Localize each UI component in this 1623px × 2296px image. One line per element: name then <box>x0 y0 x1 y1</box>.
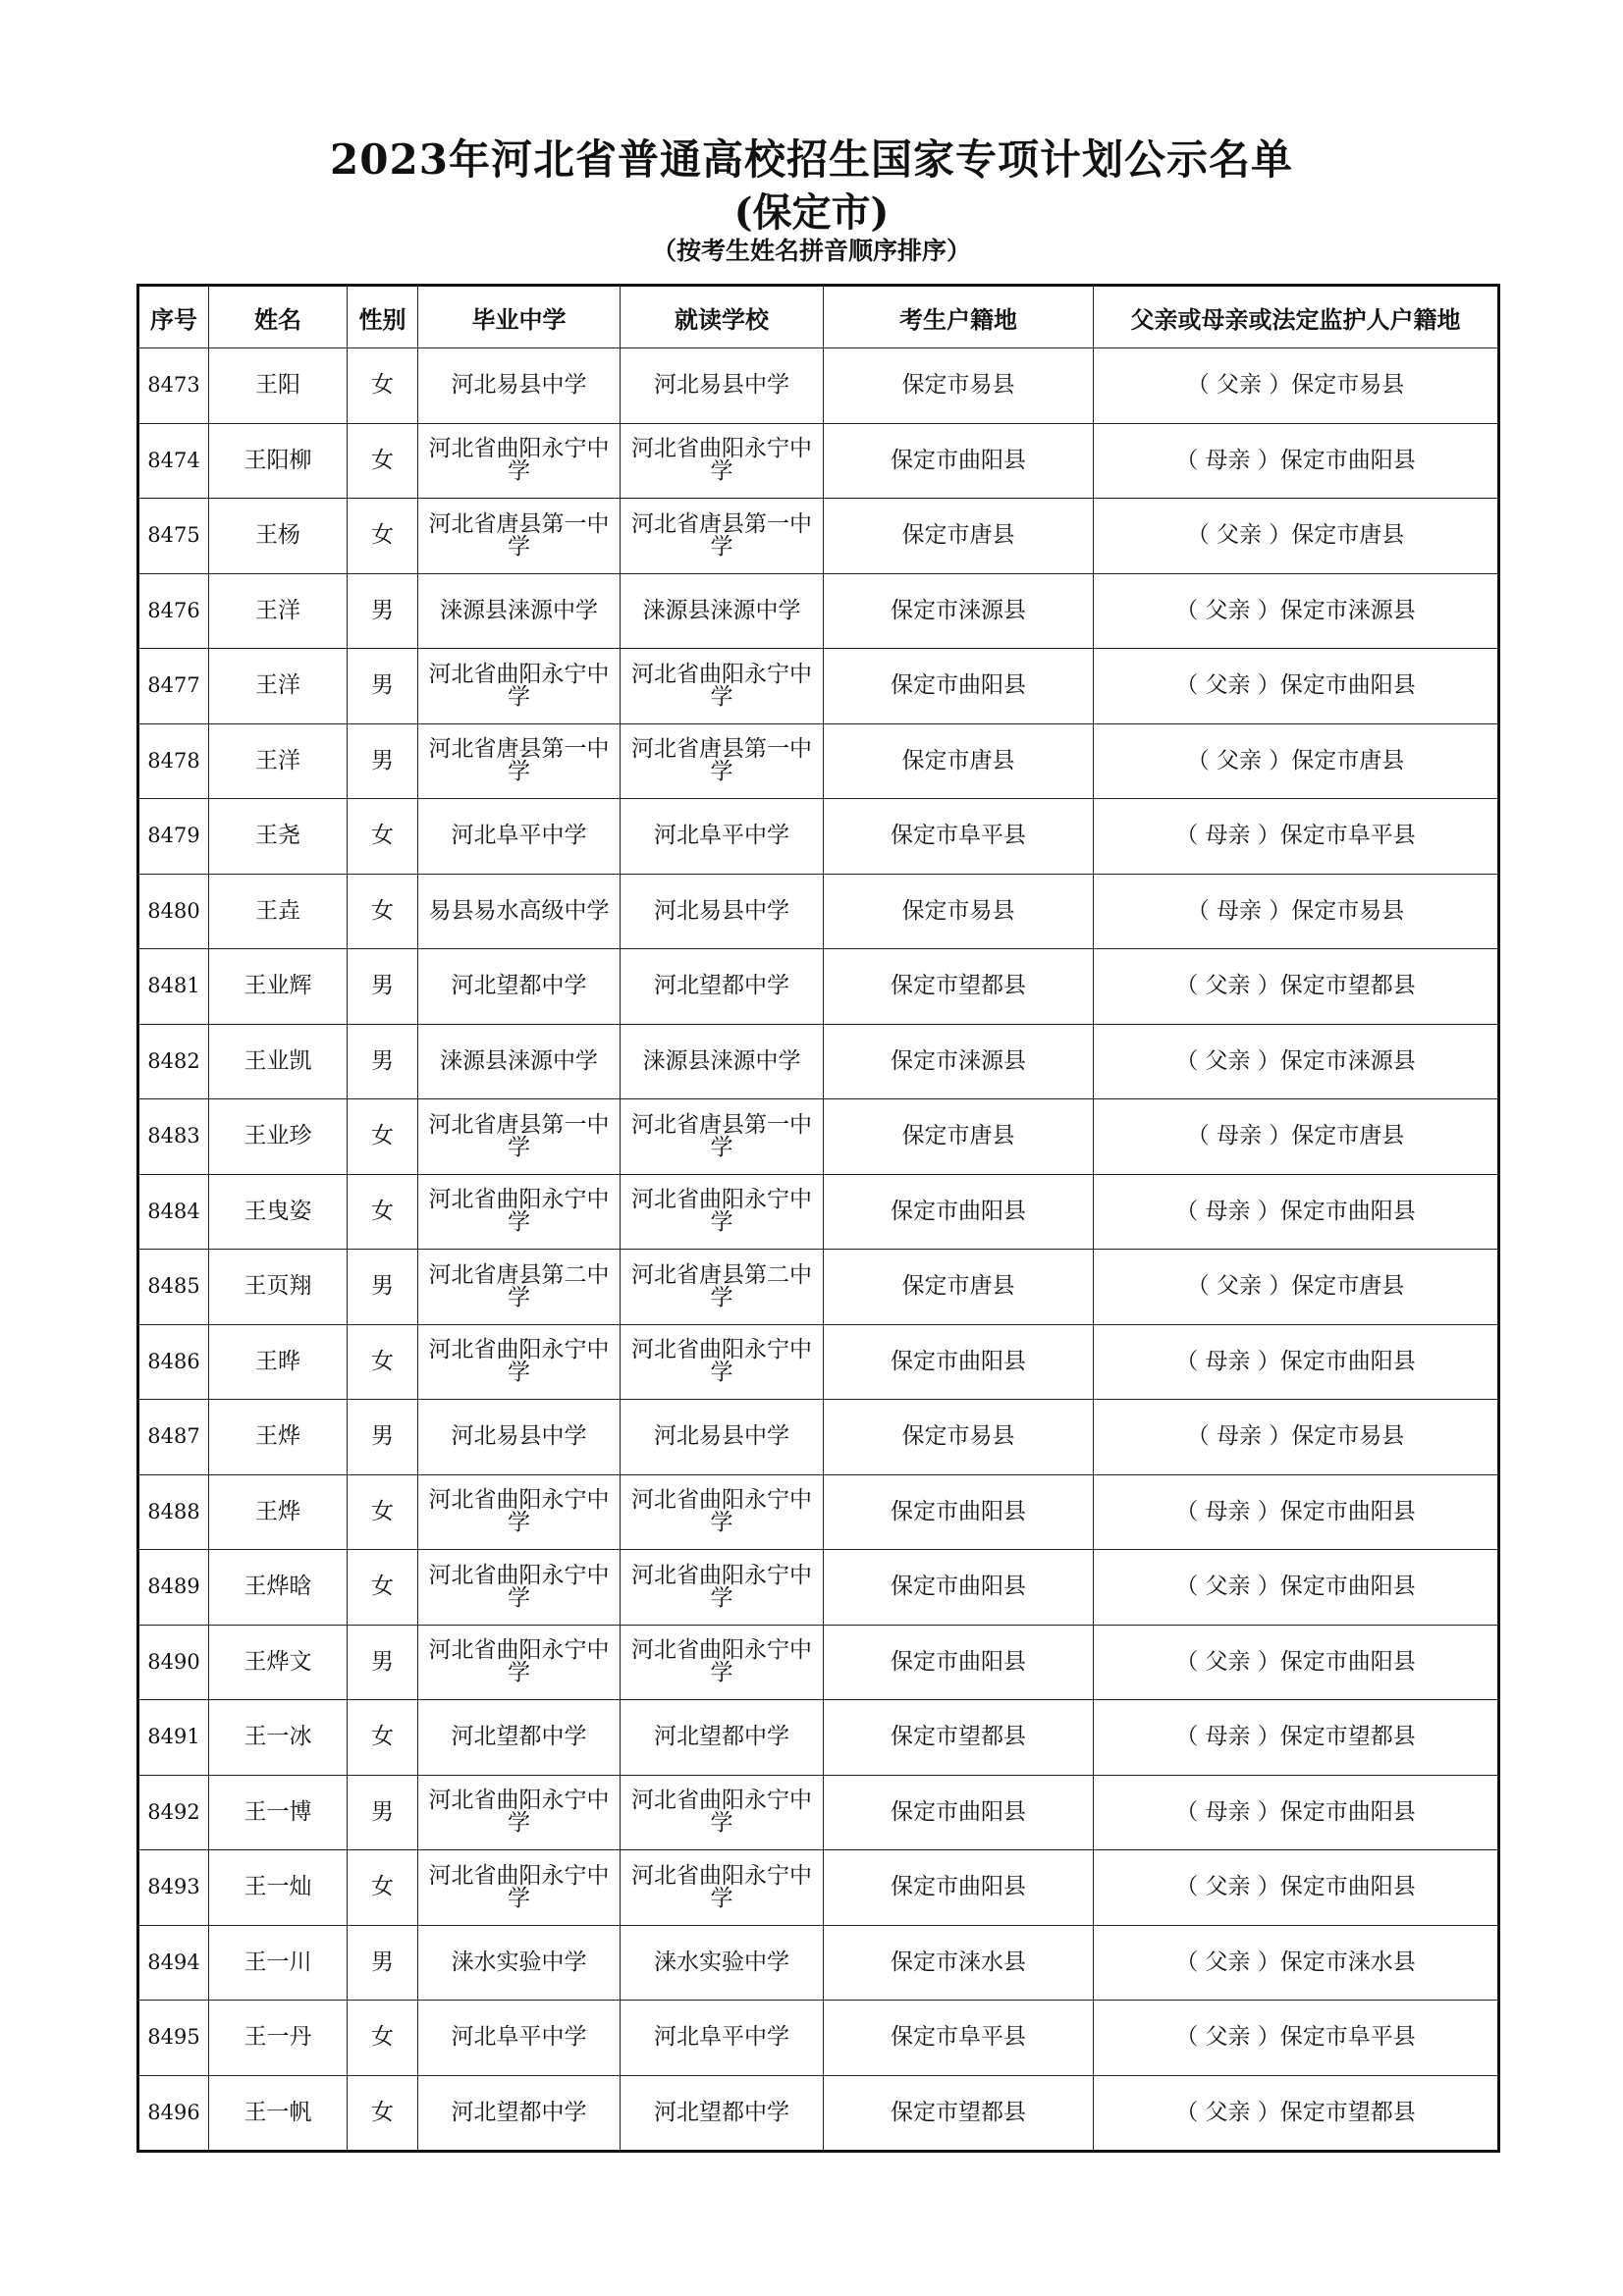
cell-gender: 女 <box>348 2075 418 2152</box>
cell-student-domicile: 保定市唐县 <box>824 1250 1094 1325</box>
table-row <box>138 1700 1499 1776</box>
cell-student-domicile: 保定市曲阳县 <box>824 1625 1094 1700</box>
cell-guardian-domicile: （ 父亲 ）保定市望都县 <box>1094 2075 1499 2152</box>
cell-name: 王洋 <box>209 723 348 799</box>
cell-gender: 女 <box>348 1850 418 1926</box>
cell-grad-school <box>418 723 621 799</box>
cell-current-school <box>621 1400 824 1475</box>
school-name-text: 河北省唐县第一中学 <box>631 736 812 785</box>
table-row <box>138 723 1499 799</box>
header-seq: 序号 <box>138 286 209 348</box>
cell-name: 王阳柳 <box>209 423 348 499</box>
school-name-text: 河北省唐县第一中学 <box>428 736 610 785</box>
cell-name: 王业凯 <box>209 1024 348 1099</box>
school-name-text: 河北望都中学 <box>654 1724 789 1750</box>
table-row <box>138 949 1499 1025</box>
table-row <box>138 1174 1499 1250</box>
table-row <box>138 1400 1499 1475</box>
cell-gender: 男 <box>348 1625 418 1700</box>
cell-guardian-domicile: （ 父亲 ）保定市唐县 <box>1094 723 1499 799</box>
cell-grad-school <box>418 423 621 499</box>
cell-guardian-domicile: （ 父亲 ）保定市曲阳县 <box>1094 1625 1499 1700</box>
cell-guardian-domicile: （ 母亲 ）保定市曲阳县 <box>1094 1775 1499 1850</box>
school-name-text: 河北省曲阳永宁中学 <box>631 436 812 485</box>
cell-current-school <box>621 1925 824 2001</box>
school-name-text: 河北省曲阳永宁中学 <box>631 1337 812 1386</box>
header-row <box>138 286 1499 348</box>
cell-guardian-domicile: （ 父亲 ）保定市阜平县 <box>1094 2001 1499 2076</box>
cell-guardian-domicile: （ 父亲 ）保定市唐县 <box>1094 1250 1499 1325</box>
cell-gender: 女 <box>348 1700 418 1776</box>
cell-grad-school <box>418 1700 621 1776</box>
school-name-text: 河北易县中学 <box>451 1423 587 1450</box>
cell-student-domicile: 保定市望都县 <box>824 1700 1094 1776</box>
school-name-text: 涞源县涞源中学 <box>440 1047 598 1074</box>
cell-name: 王一灿 <box>209 1850 348 1926</box>
school-name-text: 河北望都中学 <box>654 2099 789 2125</box>
cell-guardian-domicile: （ 父亲 ）保定市曲阳县 <box>1094 1850 1499 1926</box>
cell-guardian-domicile: （ 父亲 ）保定市望都县 <box>1094 949 1499 1025</box>
school-name-text: 河北易县中学 <box>451 372 587 399</box>
cell-guardian-domicile: （ 母亲 ）保定市曲阳县 <box>1094 1174 1499 1250</box>
cell-name: 王一博 <box>209 1775 348 1850</box>
school-name-text: 涞水实验中学 <box>451 1949 587 1975</box>
cell-grad-school <box>418 1850 621 1926</box>
cell-seq: 8490 <box>138 1625 209 1700</box>
header-current-school: 就读学校 <box>621 286 824 348</box>
cell-seq: 8474 <box>138 423 209 499</box>
table-row <box>138 1625 1499 1700</box>
school-name-text: 河北省曲阳永宁中学 <box>631 1637 812 1686</box>
table-body <box>138 348 1499 2152</box>
cell-student-domicile: 保定市望都县 <box>824 949 1094 1025</box>
cell-name: 王晔 <box>209 1324 348 1400</box>
sort-note: （按考生姓名拼音顺序排序） <box>651 237 971 265</box>
cell-name: 王一冰 <box>209 1700 348 1776</box>
cell-guardian-domicile: （ 母亲 ）保定市曲阳县 <box>1094 423 1499 499</box>
cell-current-school <box>621 1099 824 1175</box>
cell-guardian-domicile: （ 母亲 ）保定市易县 <box>1094 874 1499 949</box>
cell-gender: 女 <box>348 348 418 424</box>
cell-name: 王烨 <box>209 1474 348 1550</box>
table-row <box>138 649 1499 724</box>
cell-current-school <box>621 1700 824 1776</box>
cell-current-school <box>621 1550 824 1626</box>
cell-name: 王业珍 <box>209 1099 348 1175</box>
table-row <box>138 1250 1499 1325</box>
table-row <box>138 1324 1499 1400</box>
cell-grad-school <box>418 799 621 875</box>
school-name-text: 河北望都中学 <box>451 973 587 999</box>
table-row <box>138 1925 1499 2001</box>
school-name-text: 河北易县中学 <box>654 372 789 399</box>
cell-gender: 女 <box>348 499 418 574</box>
cell-student-domicile: 保定市曲阳县 <box>824 1550 1094 1626</box>
cell-gender: 女 <box>348 1099 418 1175</box>
school-name-text: 河北易县中学 <box>654 1423 789 1450</box>
school-name-text: 河北省曲阳永宁中学 <box>631 1562 812 1611</box>
school-name-text: 河北省曲阳永宁中学 <box>428 1562 610 1611</box>
header-name: 姓名 <box>209 286 348 348</box>
cell-current-school <box>621 949 824 1025</box>
school-name-text: 河北省曲阳永宁中学 <box>428 661 610 710</box>
cell-name: 王烨 <box>209 1400 348 1475</box>
cell-student-domicile: 保定市易县 <box>824 1400 1094 1475</box>
table-row <box>138 1099 1499 1175</box>
school-name-text: 河北省唐县第一中学 <box>428 1111 610 1160</box>
school-name-text: 河北阜平中学 <box>654 2024 789 2051</box>
cell-grad-school <box>418 1474 621 1550</box>
cell-student-domicile: 保定市唐县 <box>824 499 1094 574</box>
cell-gender: 女 <box>348 423 418 499</box>
cell-seq: 8495 <box>138 2001 209 2076</box>
table-row <box>138 573 1499 649</box>
document-subtitle: (保定市) <box>733 189 890 236</box>
cell-guardian-domicile: （ 母亲 ）保定市曲阳县 <box>1094 1324 1499 1400</box>
cell-current-school <box>621 1324 824 1400</box>
table-row <box>138 1474 1499 1550</box>
cell-gender: 女 <box>348 1324 418 1400</box>
cell-name: 王页翔 <box>209 1250 348 1325</box>
cell-current-school <box>621 1174 824 1250</box>
cell-grad-school <box>418 1024 621 1099</box>
school-name-text: 河北省唐县第二中学 <box>428 1261 610 1310</box>
school-name-text: 河北省曲阳永宁中学 <box>428 1337 610 1386</box>
cell-current-school <box>621 573 824 649</box>
cell-grad-school <box>418 2075 621 2152</box>
table-row <box>138 1850 1499 1926</box>
cell-seq: 8486 <box>138 1324 209 1400</box>
school-name-text: 河北省唐县第一中学 <box>428 510 610 560</box>
cell-student-domicile: 保定市易县 <box>824 348 1094 424</box>
school-name-text: 易县易水高级中学 <box>428 897 610 924</box>
school-name-text: 河北省曲阳永宁中学 <box>631 1862 812 1911</box>
cell-guardian-domicile: （ 母亲 ）保定市阜平县 <box>1094 799 1499 875</box>
school-name-text: 河北省曲阳永宁中学 <box>631 1788 812 1837</box>
cell-current-school <box>621 499 824 574</box>
cell-gender: 男 <box>348 649 418 724</box>
school-name-text: 涞源县涞源中学 <box>440 597 598 623</box>
school-name-text: 河北省唐县第一中学 <box>631 1111 812 1160</box>
cell-name: 王垚 <box>209 874 348 949</box>
cell-student-domicile: 保定市曲阳县 <box>824 1474 1094 1550</box>
school-name-text: 涞水实验中学 <box>654 1949 789 1975</box>
cell-grad-school <box>418 949 621 1025</box>
cell-seq: 8494 <box>138 1925 209 2001</box>
cell-current-school <box>621 799 824 875</box>
cell-grad-school <box>418 1400 621 1475</box>
cell-seq: 8476 <box>138 573 209 649</box>
school-name-text: 河北省曲阳永宁中学 <box>428 1637 610 1686</box>
table-row <box>138 348 1499 424</box>
school-name-text: 河北省曲阳永宁中学 <box>428 1187 610 1236</box>
cell-grad-school <box>418 1775 621 1850</box>
cell-student-domicile: 保定市曲阳县 <box>824 1174 1094 1250</box>
cell-current-school <box>621 1625 824 1700</box>
cell-seq: 8496 <box>138 2075 209 2152</box>
cell-student-domicile: 保定市曲阳县 <box>824 1850 1094 1926</box>
cell-current-school <box>621 2001 824 2076</box>
cell-grad-school <box>418 573 621 649</box>
table-row <box>138 499 1499 574</box>
cell-student-domicile: 保定市涞源县 <box>824 1024 1094 1099</box>
cell-grad-school <box>418 1324 621 1400</box>
cell-gender: 女 <box>348 2001 418 2076</box>
cell-seq: 8477 <box>138 649 209 724</box>
cell-grad-school <box>418 348 621 424</box>
cell-gender: 男 <box>348 1925 418 2001</box>
cell-guardian-domicile: （ 父亲 ）保定市涞源县 <box>1094 1024 1499 1099</box>
cell-current-school <box>621 649 824 724</box>
cell-current-school <box>621 1775 824 1850</box>
school-name-text: 河北省曲阳永宁中学 <box>428 436 610 485</box>
school-name-text: 河北省曲阳永宁中学 <box>428 1862 610 1911</box>
school-name-text: 河北阜平中学 <box>654 823 789 849</box>
school-name-text: 涞源县涞源中学 <box>642 597 801 623</box>
cell-gender: 男 <box>348 1250 418 1325</box>
cell-name: 王一川 <box>209 1925 348 2001</box>
cell-seq: 8484 <box>138 1174 209 1250</box>
cell-student-domicile: 保定市涞源县 <box>824 573 1094 649</box>
cell-current-school <box>621 1250 824 1325</box>
school-name-text: 河北望都中学 <box>451 2099 587 2125</box>
school-name-text: 河北省曲阳永宁中学 <box>631 661 812 710</box>
cell-student-domicile: 保定市阜平县 <box>824 2001 1094 2076</box>
cell-guardian-domicile: （ 母亲 ）保定市易县 <box>1094 1400 1499 1475</box>
cell-gender: 男 <box>348 949 418 1025</box>
cell-guardian-domicile: （ 父亲 ）保定市曲阳县 <box>1094 649 1499 724</box>
cell-current-school <box>621 1474 824 1550</box>
cell-gender: 男 <box>348 723 418 799</box>
cell-guardian-domicile: （ 父亲 ）保定市唐县 <box>1094 499 1499 574</box>
school-name-text: 河北省曲阳永宁中学 <box>631 1187 812 1236</box>
cell-name: 王业辉 <box>209 949 348 1025</box>
cell-current-school <box>621 348 824 424</box>
cell-name: 王曳姿 <box>209 1174 348 1250</box>
school-name-text: 河北省曲阳永宁中学 <box>428 1788 610 1837</box>
cell-gender: 女 <box>348 1550 418 1626</box>
table-row <box>138 2075 1499 2152</box>
cell-name: 王阳 <box>209 348 348 424</box>
cell-seq: 8489 <box>138 1550 209 1626</box>
cell-grad-school <box>418 1625 621 1700</box>
cell-student-domicile: 保定市望都县 <box>824 2075 1094 2152</box>
table-row <box>138 2001 1499 2076</box>
header-grad-school: 毕业中学 <box>418 286 621 348</box>
table-row <box>138 1550 1499 1626</box>
cell-name: 王杨 <box>209 499 348 574</box>
cell-grad-school <box>418 1550 621 1626</box>
cell-seq: 8482 <box>138 1024 209 1099</box>
cell-seq: 8491 <box>138 1700 209 1776</box>
school-name-text: 河北望都中学 <box>451 1724 587 1750</box>
cell-guardian-domicile: （ 母亲 ）保定市望都县 <box>1094 1700 1499 1776</box>
cell-name: 王烨晗 <box>209 1550 348 1626</box>
cell-gender: 女 <box>348 874 418 949</box>
header-guardian-domicile: 父亲或母亲或法定监护人户籍地 <box>1094 286 1499 348</box>
cell-gender: 女 <box>348 799 418 875</box>
cell-student-domicile: 保定市曲阳县 <box>824 423 1094 499</box>
cell-name: 王洋 <box>209 573 348 649</box>
school-name-text: 河北省曲阳永宁中学 <box>631 1487 812 1536</box>
school-name-text: 河北省曲阳永宁中学 <box>428 1487 610 1536</box>
cell-grad-school <box>418 1925 621 2001</box>
roster-table <box>136 284 1500 2153</box>
cell-student-domicile: 保定市曲阳县 <box>824 1324 1094 1400</box>
cell-gender: 男 <box>348 1775 418 1850</box>
cell-seq: 8492 <box>138 1775 209 1850</box>
cell-seq: 8479 <box>138 799 209 875</box>
cell-seq: 8478 <box>138 723 209 799</box>
cell-grad-school <box>418 1099 621 1175</box>
cell-name: 王一帆 <box>209 2075 348 2152</box>
school-name-text: 河北省唐县第一中学 <box>631 510 812 560</box>
cell-grad-school <box>418 649 621 724</box>
cell-seq: 8493 <box>138 1850 209 1926</box>
cell-grad-school <box>418 1250 621 1325</box>
cell-name: 王尧 <box>209 799 348 875</box>
cell-student-domicile: 保定市涞水县 <box>824 1925 1094 2001</box>
cell-student-domicile: 保定市曲阳县 <box>824 649 1094 724</box>
cell-student-domicile: 保定市唐县 <box>824 1099 1094 1175</box>
cell-student-domicile: 保定市唐县 <box>824 723 1094 799</box>
cell-seq: 8483 <box>138 1099 209 1175</box>
cell-grad-school <box>418 1174 621 1250</box>
cell-current-school <box>621 723 824 799</box>
cell-grad-school <box>418 499 621 574</box>
cell-guardian-domicile: （ 父亲 ）保定市涞水县 <box>1094 1925 1499 2001</box>
cell-seq: 8485 <box>138 1250 209 1325</box>
cell-name: 王一丹 <box>209 2001 348 2076</box>
cell-student-domicile: 保定市曲阳县 <box>824 1775 1094 1850</box>
cell-name: 王洋 <box>209 649 348 724</box>
table-row <box>138 1024 1499 1099</box>
cell-current-school <box>621 874 824 949</box>
cell-grad-school <box>418 874 621 949</box>
table-header <box>138 286 1499 348</box>
cell-seq: 8488 <box>138 1474 209 1550</box>
cell-guardian-domicile: （ 父亲 ）保定市曲阳县 <box>1094 1550 1499 1626</box>
cell-current-school <box>621 2075 824 2152</box>
cell-grad-school <box>418 2001 621 2076</box>
cell-gender: 女 <box>348 1174 418 1250</box>
cell-guardian-domicile: （ 父亲 ）保定市涞源县 <box>1094 573 1499 649</box>
cell-seq: 8481 <box>138 949 209 1025</box>
cell-gender: 男 <box>348 1400 418 1475</box>
cell-seq: 8480 <box>138 874 209 949</box>
cell-guardian-domicile: （ 母亲 ）保定市唐县 <box>1094 1099 1499 1175</box>
cell-current-school <box>621 423 824 499</box>
table-row <box>138 799 1499 875</box>
cell-name: 王烨文 <box>209 1625 348 1700</box>
table-row <box>138 423 1499 499</box>
table-row <box>138 874 1499 949</box>
cell-gender: 男 <box>348 573 418 649</box>
school-name-text: 涞源县涞源中学 <box>642 1047 801 1074</box>
cell-student-domicile: 保定市阜平县 <box>824 799 1094 875</box>
header-gender: 性别 <box>348 286 418 348</box>
document-title: 2023年河北省普通高校招生国家专项计划公示名单 <box>330 135 1293 184</box>
cell-guardian-domicile: （ 母亲 ）保定市曲阳县 <box>1094 1474 1499 1550</box>
cell-seq: 8473 <box>138 348 209 424</box>
school-name-text: 河北阜平中学 <box>451 2024 587 2051</box>
cell-current-school <box>621 1024 824 1099</box>
cell-current-school <box>621 1850 824 1926</box>
school-name-text: 河北阜平中学 <box>451 823 587 849</box>
cell-gender: 男 <box>348 1024 418 1099</box>
cell-seq: 8475 <box>138 499 209 574</box>
table-row <box>138 1775 1499 1850</box>
header-student-domicile: 考生户籍地 <box>824 286 1094 348</box>
cell-seq: 8487 <box>138 1400 209 1475</box>
cell-gender: 女 <box>348 1474 418 1550</box>
cell-student-domicile: 保定市易县 <box>824 874 1094 949</box>
school-name-text: 河北望都中学 <box>654 973 789 999</box>
school-name-text: 河北省唐县第二中学 <box>631 1261 812 1310</box>
cell-guardian-domicile: （ 父亲 ）保定市易县 <box>1094 348 1499 424</box>
school-name-text: 河北易县中学 <box>654 897 789 924</box>
